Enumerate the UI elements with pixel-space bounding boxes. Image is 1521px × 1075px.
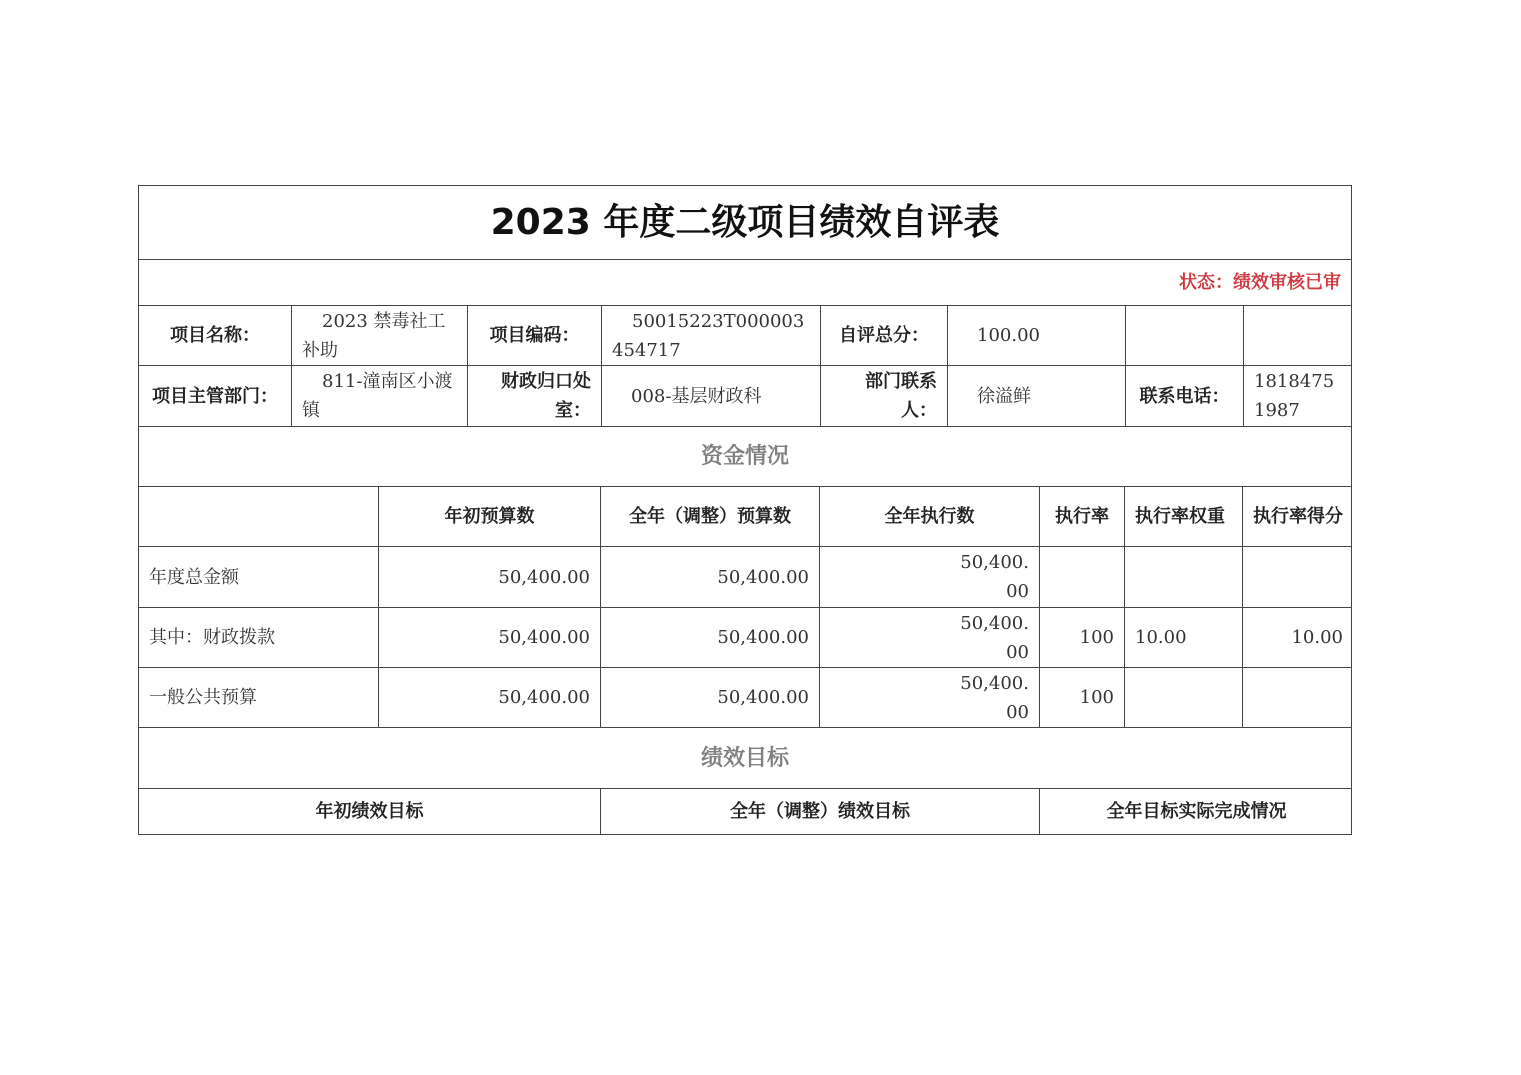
header-initial-budget: 年初预算数	[379, 487, 601, 546]
header-executed: 全年执行数	[820, 487, 1040, 546]
row-score	[1243, 668, 1353, 727]
row-adjusted: 50,400.00	[601, 608, 820, 667]
header-adjusted-budget: 全年（调整）预算数	[601, 487, 820, 546]
project-name-value: 2023 禁毒社工补助	[292, 306, 468, 365]
dept-label: 项目主管部门：	[139, 366, 292, 426]
performance-evaluation-form	[138, 185, 1352, 835]
row-executed: 50,400.00	[820, 547, 1040, 607]
row-score: 10.00	[1291, 627, 1343, 648]
empty-cell	[1126, 306, 1244, 365]
row-name: 年度总金额	[139, 547, 379, 607]
header-initial-goal: 年初绩效目标	[139, 789, 601, 834]
phone-value: 18184751987	[1254, 371, 1335, 421]
row-adjusted: 50,400.00	[601, 547, 820, 607]
header-rate-weight: 执行率权重	[1125, 487, 1243, 546]
header-rate-score: 执行率得分	[1253, 506, 1343, 527]
row-rate	[1040, 547, 1125, 607]
row-weight	[1125, 547, 1243, 607]
finance-label: 财政归口处室：	[468, 366, 602, 426]
row-score	[1243, 547, 1353, 607]
funds-header-blank	[139, 487, 379, 546]
phone-label: 联系电话：	[1126, 366, 1244, 426]
row-weight: 10.00	[1125, 608, 1243, 667]
dept-value: 811-潼南区小渡镇	[292, 366, 468, 426]
finance-value: 008-基层财政科	[602, 366, 821, 426]
row-initial: 50,400.00	[379, 668, 601, 727]
row-rate: 100	[1040, 608, 1125, 667]
score-value: 100.00	[948, 306, 1126, 365]
project-name-label: 项目名称：	[139, 306, 292, 365]
row-name: 一般公共预算	[139, 668, 379, 727]
status-badge: 状态：绩效审核已审	[1179, 272, 1341, 293]
row-weight	[1125, 668, 1243, 727]
row-executed: 50,400.00	[820, 608, 1040, 667]
status-row	[139, 260, 1351, 306]
header-exec-rate: 执行率	[1040, 487, 1125, 546]
row-name: 其中：财政拨款	[139, 608, 379, 667]
title-row	[139, 186, 1351, 260]
score-label: 自评总分：	[821, 306, 948, 365]
row-initial: 50,400.00	[379, 547, 601, 607]
row-initial: 50,400.00	[379, 608, 601, 667]
empty-cell	[1244, 306, 1353, 365]
goals-section-title: 绩效目标	[700, 745, 789, 771]
row-executed: 50,400.00	[820, 668, 1040, 727]
table-row	[139, 668, 1351, 728]
contact-value: 徐溢鲜	[948, 366, 1126, 426]
goals-section-row	[139, 728, 1351, 789]
project-code-value: 50015223T000003454717	[602, 306, 821, 365]
funds-section-row	[139, 427, 1351, 487]
project-code-label: 项目编码：	[468, 306, 602, 365]
funds-header-row	[139, 487, 1351, 547]
info-row-2	[139, 366, 1351, 427]
table-row	[139, 608, 1351, 668]
header-actual-completion: 全年目标实际完成情况	[1106, 801, 1287, 822]
funds-section-title: 资金情况	[700, 444, 789, 469]
row-adjusted: 50,400.00	[601, 668, 820, 727]
table-row	[139, 547, 1351, 608]
info-row-1	[139, 306, 1351, 366]
goals-header-row	[139, 789, 1351, 834]
page-title: 2023 年度二级项目绩效自评表	[490, 202, 1000, 243]
contact-label: 部门联系人：	[821, 366, 948, 426]
header-adjusted-goal: 全年（调整）绩效目标	[601, 789, 1040, 834]
row-rate: 100	[1040, 668, 1125, 727]
